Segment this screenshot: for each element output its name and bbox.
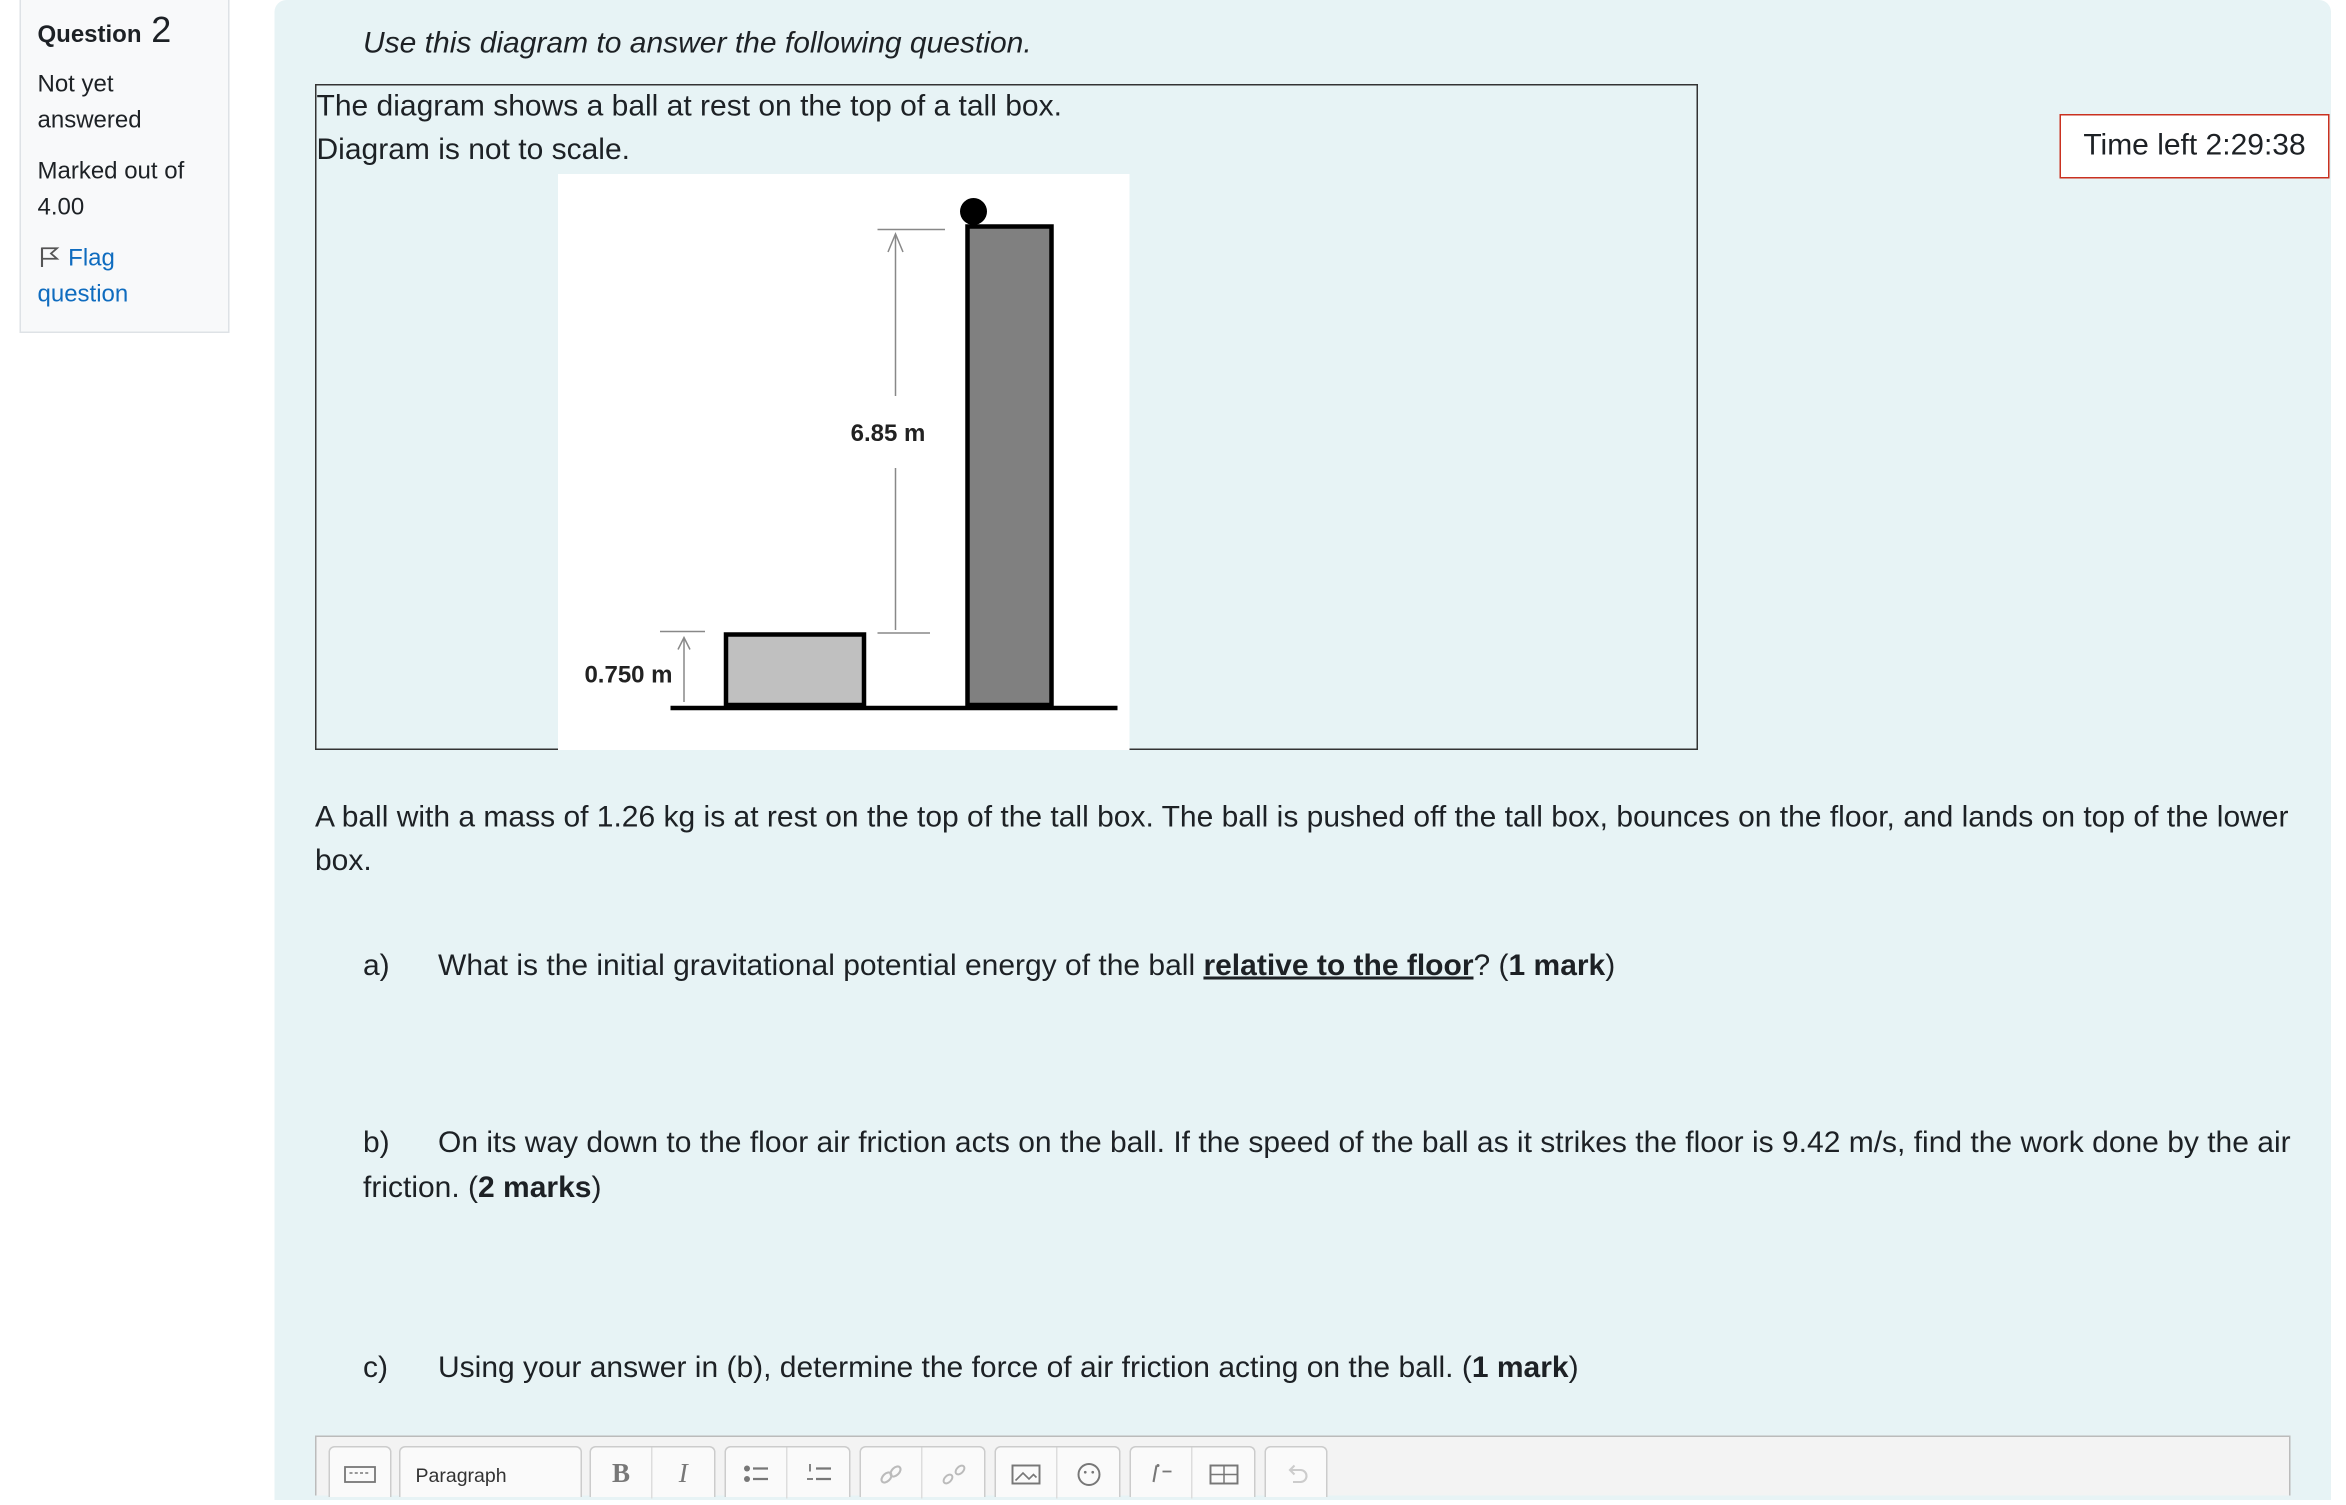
toolbar-toggle-button[interactable] xyxy=(330,1448,390,1499)
part-c-label: c) xyxy=(363,1351,389,1385)
question-grade-line2: 4.00 xyxy=(37,195,85,221)
part-b-text: On its way down to the floor air friction acts on the ball. If the speed of the ball as it strikes the floor is 9.42 m/s, find the work done by the air friction. ( xyxy=(363,1126,2291,1205)
part-a-label: a) xyxy=(363,949,390,983)
flag-label-line1[interactable]: Flag xyxy=(68,246,115,272)
image-icon xyxy=(1011,1464,1041,1485)
equation-icon xyxy=(1148,1462,1175,1483)
short-box xyxy=(726,635,864,706)
intro-text: Use this diagram to answer the following question. xyxy=(363,27,1032,60)
list-group xyxy=(725,1446,851,1497)
question-info-panel xyxy=(20,0,230,333)
part-b-marks: 2 marks xyxy=(478,1171,592,1205)
diagram-caption-line2: Diagram is not to scale. xyxy=(316,133,630,167)
unlink-icon xyxy=(940,1464,967,1485)
insert-image-button[interactable] xyxy=(996,1448,1058,1499)
text-format-group xyxy=(590,1446,716,1497)
part-a-text: What is the initial gravitational potential energy of the ball xyxy=(438,949,1204,983)
link-group xyxy=(860,1446,986,1497)
part-a-emphasis: relative to the floor xyxy=(1203,949,1474,983)
part-c-marks: 1 mark xyxy=(1471,1351,1569,1385)
flag-icon xyxy=(38,245,62,269)
question-content xyxy=(275,0,2332,1500)
link-button[interactable] xyxy=(861,1448,923,1499)
insert-group xyxy=(995,1446,1121,1497)
emoji-icon xyxy=(1075,1463,1102,1487)
undo-icon xyxy=(1284,1464,1308,1485)
question-label: Question xyxy=(37,22,142,48)
link-icon xyxy=(878,1464,905,1485)
question-grade-line1: Marked out of xyxy=(37,159,185,185)
part-c-text: Using your answer in (b), determine the force of air friction acting on the ball. ( xyxy=(438,1351,1472,1385)
flag-question-link[interactable] xyxy=(38,242,212,314)
question-number-value: 2 xyxy=(151,10,172,51)
part-b xyxy=(363,1121,2298,1211)
question-number xyxy=(38,12,212,56)
paragraph-select-group xyxy=(399,1446,582,1497)
undo-button[interactable] xyxy=(1266,1448,1326,1499)
emoji-button[interactable] xyxy=(1058,1448,1120,1499)
part-c xyxy=(363,1346,2298,1391)
answer-editor[interactable] xyxy=(315,1436,2291,1496)
ball xyxy=(960,198,987,225)
paragraph-select[interactable]: Paragraph xyxy=(415,1464,507,1487)
keyboard-icon xyxy=(344,1464,377,1485)
undo-group xyxy=(1265,1446,1328,1497)
equation-button[interactable] xyxy=(1131,1448,1193,1499)
part-b-label: b) xyxy=(363,1126,390,1160)
tall-height-label: 6.85 m xyxy=(850,420,926,447)
diagram-svg xyxy=(558,174,1130,750)
question-text: A ball with a mass of 1.26 kg is at rest on the top of the tall box. The ball is pushed off the tall box, bounces on the floor, and lands on top of the lower box. xyxy=(315,801,2289,878)
part-a-marks: 1 mark xyxy=(1508,949,1606,983)
tall-box xyxy=(968,227,1052,706)
misc-group xyxy=(1130,1446,1256,1497)
diagram-caption-line1: The diagram shows a ball at rest on the top of a tall box. xyxy=(316,90,1062,123)
part-a xyxy=(363,944,2298,989)
toolbar-toggle-group xyxy=(329,1446,392,1497)
part-a-close: ) xyxy=(1605,949,1616,983)
media-button[interactable] xyxy=(1193,1448,1255,1499)
italic-button[interactable]: I xyxy=(678,1458,688,1488)
question-grade xyxy=(38,155,212,227)
short-height-label: 0.750 m xyxy=(584,661,673,689)
part-c-close: ) xyxy=(1568,1351,1579,1385)
unlink-button[interactable] xyxy=(923,1448,985,1499)
ordered-list-button[interactable] xyxy=(788,1448,850,1499)
diagram-figure xyxy=(558,174,1130,750)
diagram-frame xyxy=(315,84,1698,750)
time-left-timer: Time left 2:29:38 xyxy=(2060,114,2330,179)
unordered-list-button[interactable] xyxy=(726,1448,788,1499)
question-state xyxy=(38,68,212,140)
numbered-list-icon xyxy=(805,1464,832,1485)
bullet-list-icon xyxy=(743,1464,770,1485)
part-b-close: ) xyxy=(591,1171,602,1205)
part-a-after: ? ( xyxy=(1473,949,1509,983)
bold-button[interactable]: B xyxy=(591,1448,653,1499)
question-state-line2: answered xyxy=(37,108,142,134)
question-state-line1: Not yet xyxy=(37,72,114,98)
flag-label-line2[interactable]: question xyxy=(37,282,129,308)
media-icon xyxy=(1208,1464,1238,1485)
